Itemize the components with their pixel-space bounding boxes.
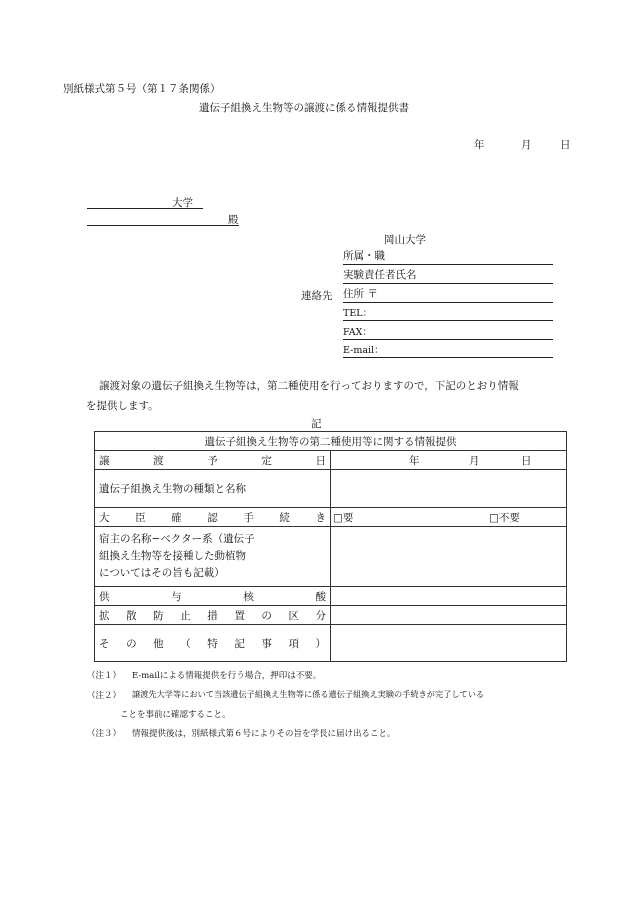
document-title: 遺伝子組換え生物等の譲渡に係る情報提供書 (199, 102, 409, 114)
note3-label: （注３） (87, 729, 122, 739)
note2-label: （注２） (87, 691, 122, 701)
sender-email-label: E-mail： (343, 345, 384, 356)
host-vector-row (95, 527, 567, 587)
sender-fax-label: FAX： (343, 327, 372, 338)
form-number: 別紙様式第５号（第１７条関係） (63, 83, 221, 95)
label-char: 供 (99, 590, 110, 603)
label-char: 予 (207, 454, 218, 467)
label-char: 大 (99, 511, 110, 524)
label-char: の (126, 637, 137, 650)
label-char: 渡 (153, 454, 164, 467)
note2-text-line1: 譲渡先大学等において当該遺伝子組換え生物等に係る遺伝子組換え実験の手続きが完了している (132, 689, 485, 699)
label-char: （ (180, 637, 191, 650)
date-month: 月 (521, 139, 532, 151)
host-vector-line2: 組換え生物等を接種した動植物 (99, 550, 246, 562)
label-char: ） (315, 637, 326, 650)
approval-label (95, 508, 331, 527)
sender-responsible-name-field (343, 267, 553, 284)
table-date-year: 年 (409, 455, 420, 467)
sender-affiliation-label: 所属・職 (343, 250, 385, 262)
host-vector-line1: 宿主の名称−ベクター系（遺伝子 (99, 533, 255, 545)
label-char: の (261, 609, 272, 622)
sender-address-field (343, 286, 553, 303)
label-char: 臣 (135, 511, 146, 524)
approval-value (331, 508, 567, 527)
table-date-day: 日 (521, 455, 532, 467)
sender-university: 岡山大学 (384, 234, 426, 246)
label-char: 防 (153, 609, 164, 622)
note3-text: 情報提供後は，別紙様式第６号によりその旨を学長に届け出ること。 (132, 729, 396, 739)
containment-label (95, 606, 331, 625)
label-char: 続 (279, 511, 290, 524)
other-row (95, 625, 567, 662)
label-char: 区 (288, 609, 299, 622)
recipient-university-underline (87, 208, 203, 209)
host-vector-value[interactable] (331, 527, 567, 587)
label-char: 特 (207, 637, 218, 650)
transfer-date-value[interactable] (331, 451, 567, 470)
date-line (474, 137, 571, 152)
label-char: 記 (234, 637, 245, 650)
label-char: 措 (207, 609, 218, 622)
label-char: 酸 (315, 590, 326, 603)
donor-nucleic-acid-value[interactable] (331, 587, 567, 606)
transfer-date-row (95, 451, 567, 470)
sender-tel-field (343, 305, 553, 321)
sender-fax-field (343, 324, 553, 340)
organism-value[interactable] (331, 470, 567, 508)
label-char: 核 (243, 590, 254, 603)
donor-row (95, 587, 567, 606)
label-char: 他 (153, 637, 164, 650)
sender-tel-label: TEL： (343, 308, 373, 319)
label-char: 譲 (99, 454, 110, 467)
label-char: 手 (243, 511, 254, 524)
note1-label: （注１） (87, 671, 122, 681)
ki-heading: 記 (311, 418, 322, 430)
other-notes-label (95, 625, 331, 662)
sender-responsible-name-label: 実験責任者氏名 (343, 269, 417, 281)
label-char: 日 (315, 454, 326, 467)
donor-nucleic-acid-label (95, 587, 331, 606)
table-header-row (95, 432, 567, 451)
recipient-university-label: 大学 (172, 197, 193, 209)
host-vector-line3: についてはその旨も記載） (99, 567, 225, 579)
label-char: 確 (171, 511, 182, 524)
label-char: 拡 (99, 609, 110, 622)
label-char: 項 (288, 637, 299, 650)
transfer-date-label (95, 451, 331, 470)
approval-row (95, 508, 567, 527)
label-char: 置 (234, 609, 245, 622)
note1-text: E-mailによる情報提供を行う場合，押印は不要。 (132, 671, 322, 681)
sender-affiliation-field (343, 248, 553, 265)
table-header: 遺伝子組換え生物等の第二種使用等に関する情報提供 (95, 432, 567, 451)
table-date-month: 月 (469, 455, 480, 467)
label-char: 分 (315, 609, 326, 622)
label-char: 事 (261, 637, 272, 650)
containment-row (95, 606, 567, 625)
body-text-line2: を提供します。 (86, 400, 159, 412)
info-table (94, 431, 567, 662)
sender-address-label: 住所 〒 (343, 288, 378, 300)
note2-text-line2: ことを事前に確認すること。 (120, 710, 231, 720)
date-day: 日 (560, 139, 571, 151)
recipient-honorific: 殿 (228, 214, 239, 226)
recipient-name-underline (87, 225, 239, 226)
label-char: 散 (126, 609, 137, 622)
body-text-line1: 譲渡対象の遺伝子組換え生物等は，第二種使用を行っておりますので，下記のとおり情報 (99, 380, 519, 392)
label-char: き (315, 511, 326, 524)
label-char: 与 (171, 590, 182, 603)
label-char: 定 (261, 454, 272, 467)
organism-row (95, 470, 567, 508)
host-vector-label (95, 527, 331, 587)
contact-label: 連絡先 (301, 290, 333, 302)
other-notes-value[interactable] (331, 625, 567, 662)
containment-value[interactable] (331, 606, 567, 625)
label-char: 認 (207, 511, 218, 524)
approval-not-required-checkbox[interactable]: □不要 (489, 512, 520, 524)
label-char: そ (99, 637, 110, 650)
date-year: 年 (474, 139, 485, 151)
sender-email-field (343, 342, 553, 358)
approval-required-checkbox[interactable]: □要 (333, 512, 354, 524)
label-char: 止 (180, 609, 191, 622)
organism-label: 遺伝子組換え生物の種類と名称 (95, 470, 331, 508)
